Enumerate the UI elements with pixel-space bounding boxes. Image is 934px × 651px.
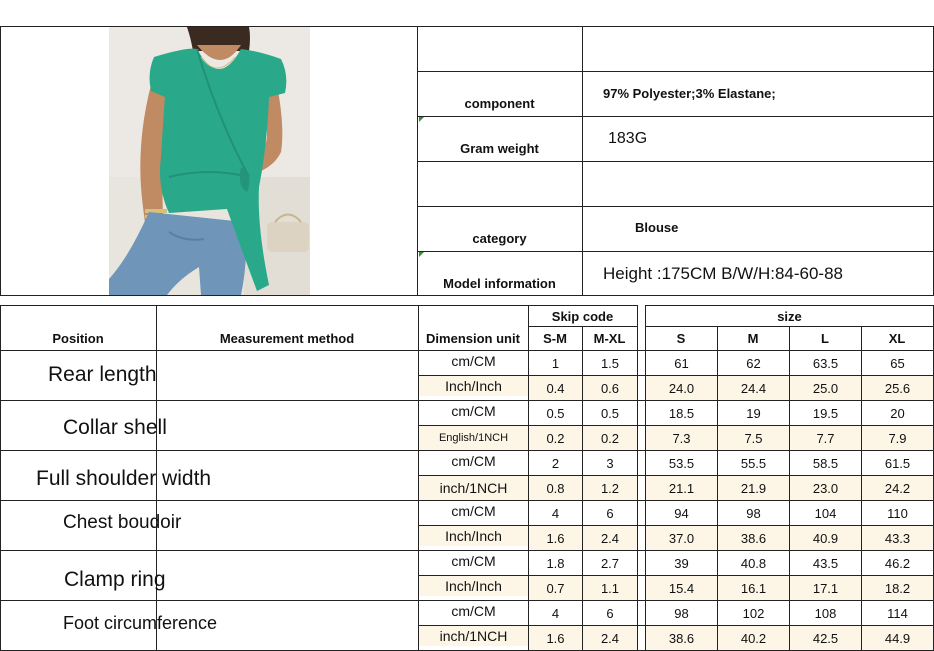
position-label: Full shoulder width	[36, 467, 212, 490]
value-cell: 24.4	[718, 376, 789, 400]
value-cell: 38.6	[718, 526, 789, 550]
value-cell: 110	[887, 505, 908, 521]
value-cell: 0.7	[529, 576, 582, 600]
value-cell: 4	[551, 605, 560, 621]
value-cell: 40.9	[790, 526, 861, 550]
header-skip-s-m: S-M	[543, 331, 567, 346]
info-label-component: component	[464, 96, 535, 111]
unit-cell: cm/CM	[451, 403, 496, 419]
position-label: Foot circumference	[63, 613, 218, 633]
info-value-category: Blouse	[635, 220, 679, 235]
value-cell: 46.2	[884, 555, 911, 571]
value-cell: 7.7	[790, 426, 861, 450]
unit-cell: cm/CM	[451, 503, 496, 519]
value-cell: 1.1	[583, 576, 637, 600]
header-dimension-unit: Dimension unit	[426, 331, 520, 346]
header-measurement-method: Measurement method	[219, 331, 355, 346]
unit-cell: cm/CM	[451, 453, 496, 469]
header-size-xl: XL	[888, 331, 906, 346]
value-cell: 1.5	[600, 355, 620, 371]
unit-cell: cm/CM	[451, 553, 496, 569]
value-cell: 2.4	[583, 526, 637, 550]
info-value-gram-weight: 183G	[608, 130, 648, 147]
value-cell: 2.7	[600, 555, 620, 571]
value-cell: 3	[606, 455, 614, 471]
value-cell: 1.6	[529, 526, 582, 550]
info-value-model: Height :175CM B/W/H:84-60-88	[603, 264, 843, 283]
value-cell: 16.1	[718, 576, 789, 600]
unit-cell: cm/CM	[451, 353, 496, 369]
value-cell: 1	[551, 355, 560, 371]
value-cell: 15.4	[646, 576, 717, 600]
value-cell: 94	[674, 505, 689, 521]
info-label-gram-weight: Gram weight	[460, 141, 539, 156]
value-cell: 1.2	[583, 476, 637, 500]
unit-cell: cm/CM	[451, 603, 496, 619]
value-cell: 6	[606, 505, 614, 521]
size-table	[0, 305, 934, 651]
value-cell: 1.6	[529, 626, 582, 650]
value-cell: 108	[814, 605, 837, 621]
unit-cell: English/1NCH	[419, 426, 528, 450]
unit-cell: Inch/Inch	[419, 376, 528, 396]
value-cell: 7.3	[646, 426, 717, 450]
value-cell: 2	[551, 455, 560, 471]
value-cell: 43.5	[812, 555, 839, 571]
product-photo	[109, 27, 310, 295]
value-cell: 24.2	[862, 476, 933, 500]
position-label: Rear length	[48, 363, 157, 386]
unit-cell: Inch/Inch	[419, 576, 528, 596]
value-cell: 0.5	[600, 405, 620, 421]
value-cell: 62	[746, 355, 761, 371]
value-cell: 61	[674, 355, 689, 371]
value-cell: 0.6	[583, 376, 637, 400]
value-cell: 0.2	[529, 426, 582, 450]
header-size: size	[777, 308, 802, 324]
value-cell: 19.5	[812, 405, 839, 421]
value-cell: 65	[890, 355, 905, 371]
value-cell: 0.5	[546, 405, 565, 421]
value-cell: 61.5	[884, 455, 911, 471]
value-cell: 20	[890, 405, 905, 421]
value-cell: 25.6	[862, 376, 933, 400]
product-info-section	[0, 26, 934, 296]
value-cell: 42.5	[790, 626, 861, 650]
value-cell: 102	[742, 605, 765, 621]
value-cell: 63.5	[812, 355, 839, 371]
value-cell: 104	[814, 505, 837, 521]
position-label: Clamp ring	[64, 568, 166, 591]
value-cell: 40.2	[718, 626, 789, 650]
value-cell: 98	[746, 505, 761, 521]
value-cell: 40.8	[740, 555, 767, 571]
value-cell: 114	[887, 605, 908, 621]
value-cell: 18.2	[862, 576, 933, 600]
header-size-s: S	[676, 331, 686, 346]
value-cell: 4	[551, 505, 560, 521]
value-cell: 21.1	[646, 476, 717, 500]
position-label: Collar shell	[63, 416, 167, 439]
header-skip-code: Skip code	[551, 308, 614, 324]
value-cell: 7.9	[862, 426, 933, 450]
value-cell: 1.8	[546, 555, 565, 571]
value-cell: 58.5	[812, 455, 839, 471]
value-cell: 23.0	[790, 476, 861, 500]
value-cell: 53.5	[668, 455, 695, 471]
value-cell: 39	[674, 555, 689, 571]
value-cell: 17.1	[790, 576, 861, 600]
value-cell: 24.0	[646, 376, 717, 400]
header-size-l: L	[821, 331, 829, 346]
position-label: Chest boudoir	[63, 512, 182, 533]
unit-cell: inch/1NCH	[419, 476, 528, 500]
value-cell: 21.9	[718, 476, 789, 500]
value-cell: 55.5	[740, 455, 767, 471]
unit-cell: Inch/Inch	[419, 526, 528, 546]
value-cell: 0.4	[529, 376, 582, 400]
header-size-m: M	[747, 331, 759, 346]
info-label-category: category	[472, 231, 527, 246]
value-cell: 18.5	[668, 405, 695, 421]
value-cell: 44.9	[862, 626, 933, 650]
unit-cell: inch/1NCH	[419, 626, 528, 646]
value-cell: 43.3	[862, 526, 933, 550]
info-label-model: Model information	[443, 276, 556, 291]
value-cell: 98	[674, 605, 689, 621]
value-cell: 37.0	[646, 526, 717, 550]
value-cell: 19	[746, 405, 761, 421]
value-cell: 25.0	[790, 376, 861, 400]
value-cell: 2.4	[583, 626, 637, 650]
value-cell: 38.6	[646, 626, 717, 650]
value-cell: 6	[606, 605, 614, 621]
header-position: Position	[52, 331, 104, 346]
info-value-component: 97% Polyester;3% Elastane;	[603, 86, 776, 101]
header-skip-m-xl: M-XL	[593, 331, 626, 346]
value-cell: 7.5	[718, 426, 789, 450]
value-cell: 0.8	[529, 476, 582, 500]
value-cell: 0.2	[583, 426, 637, 450]
